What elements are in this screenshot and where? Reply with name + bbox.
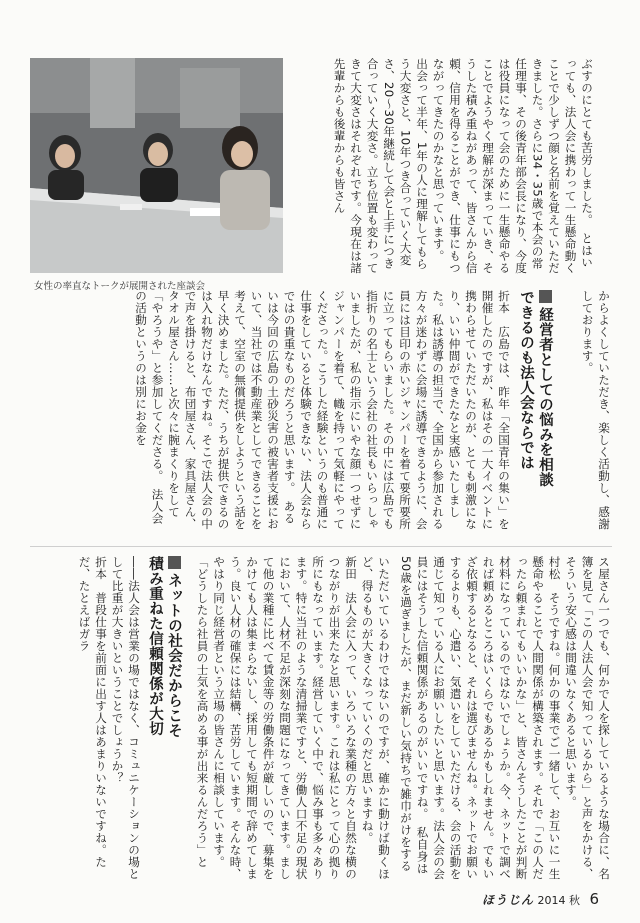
section-divider xyxy=(30,546,612,547)
heading-1-line-2: できるのも法人会ならでは xyxy=(518,290,534,470)
section-heading-1 xyxy=(516,290,554,520)
top-text-column-2: からよくしていただき、楽しく活動し、感謝しております。 xyxy=(580,290,611,530)
heading-2-line-2: 積み重ねた信頼関係が大切 xyxy=(147,556,163,736)
heading-bar-icon xyxy=(168,556,181,569)
bottom-text-column-1: ス屋さん一つでも、何かで人を探しているような場合に、名簿を見て「この人法人会で知っているから」と声をかける、そういう安心感は間違いなくあると思います。 村松 そうですね。何かの事業でご一緒して、お互いに一生懸命やることで人間関係が構築されます。それで「この人だったら頼まれてもいいかな」と、皆さんそうしたことが判断材料になっているのではないでしょうか。今、ネットで調べれば頼めるところはいくらでもあるかもしれません。でもいざ依頼するとなると、それは選びませんね。ネットでお願いするよりも、心遣い、気遣いをしていただける、会の活動を通じて知っている人にお願いしたいと思います。法人会の会員にはそうした信頼関係があるのがいいですね。 私自身は50歳を過ぎましたが、まだ新しい気持ちで雑巾がけをする xyxy=(399,556,611,880)
page-number: 6 xyxy=(589,890,600,908)
page-footer xyxy=(482,890,599,908)
heading-1-line-1: 経営者としての悩みを相談 xyxy=(537,307,553,487)
bottom-text-column-3: ――法人会は営業の場ではなく、コミュニケーションの場として比重が大きいということでしょうか？ 折本 普段仕事を前面に出す人はあまりいないですね。ただ、たとえばガラ xyxy=(77,556,141,880)
roundtable-photo xyxy=(30,58,283,273)
top-text-column-1: ぶすのにとても苦労しました。 とはいっても、法人会に携わって一生懸命動くことで少しずつ顔と名前を覚えていただきました。さらに34・35歳で本会の常任理事、その後青年部会長になり、今度は役員になって会のために一生懸命やることでようやく理解が深まっていき、そうした積み重ねがあって、皆さんから信頼、信用を得ることができ、仕事にもつながってきたのかなと思っています。 出会って半年、1年の人に理解してもらう大変さと、10年つき合っていく大変さ、20〜30年継続して会と上手につき合っていく大変さ。立ち位置も変わってきて大変さはそれぞれです。今現在は諸先輩からも後輩からも皆さん xyxy=(332,58,594,274)
photo-scene xyxy=(30,58,283,273)
magazine-logo: ほうじん xyxy=(482,893,535,907)
section-heading-2 xyxy=(145,556,183,821)
photo-caption: 女性の率直なトークが展開された座談会 xyxy=(34,281,206,292)
top-text-column-3: 折本 広島では、昨年「全国青年の集い」を開催したのですが、私はその一大イベントに携わらせていただいたのが、とても刺激になり、いい仲間ができたなと実感いたしました。私は誘導の担当で、全国から参加される方々が迷わずに会場に誘導できるように、会員には目印の赤いジャンパーを着て要所要所に立ってもらいました。その中には広島でも指折りの名士という会社の社長もいらっしゃいましたが、私の指示にいやな顔一つせずにジャンパーを着て、幟を持って気軽にやってくださった。こうした経験というのも普通に仕事をしていると体験できない、法人会ならではの貴重なものだろうと思います。 あるいは今回の広島の土砂災害の被害者支援において、当社では不動産業としてできることを考えて、空室の無償提供をしようという話を早く決めました。ただ、うちが提供できるのは入れ物だけなんですね。そこで法人会の中で声を掛けると、布団屋さん、家具屋さん、タオル屋さん……と次々に腕まくりをして「やろうや」と参加してくださる。 法人会の活動というのは別にお金を xyxy=(134,290,511,530)
bottom-text-column-2: いただいているわけではないのですが、確かに動けば動くほど、得るものが大きくなっていくのだと思いますね。 新田 法人会に入って、いろいろな業種の方々と自然な横のつながりが出来たなと思います。これは私にとって心の拠り所にもなっています。経営していく中で、悩み事も多々あります。特に当社のような清掃業ですと、労働人口不足の現状において、人材不足が深刻な問題になってきています。まして他の業種に比べて賃金等の労働条件が厳しいので、募集をかけても人は集まらないし、採用しても短期間で辞めてしまう。良い人材の確保には結構、苦労しています。そんな時、やはり同じ経営者という立場の皆さんに相談しています。「どうしたら社員の士気を高める事が出来るんだろう」と xyxy=(195,556,391,880)
heading-bar-icon xyxy=(539,290,552,303)
heading-2-line-1: ネットの社会だからこそ xyxy=(166,573,182,738)
issue-label: 2014 秋 xyxy=(537,894,581,907)
